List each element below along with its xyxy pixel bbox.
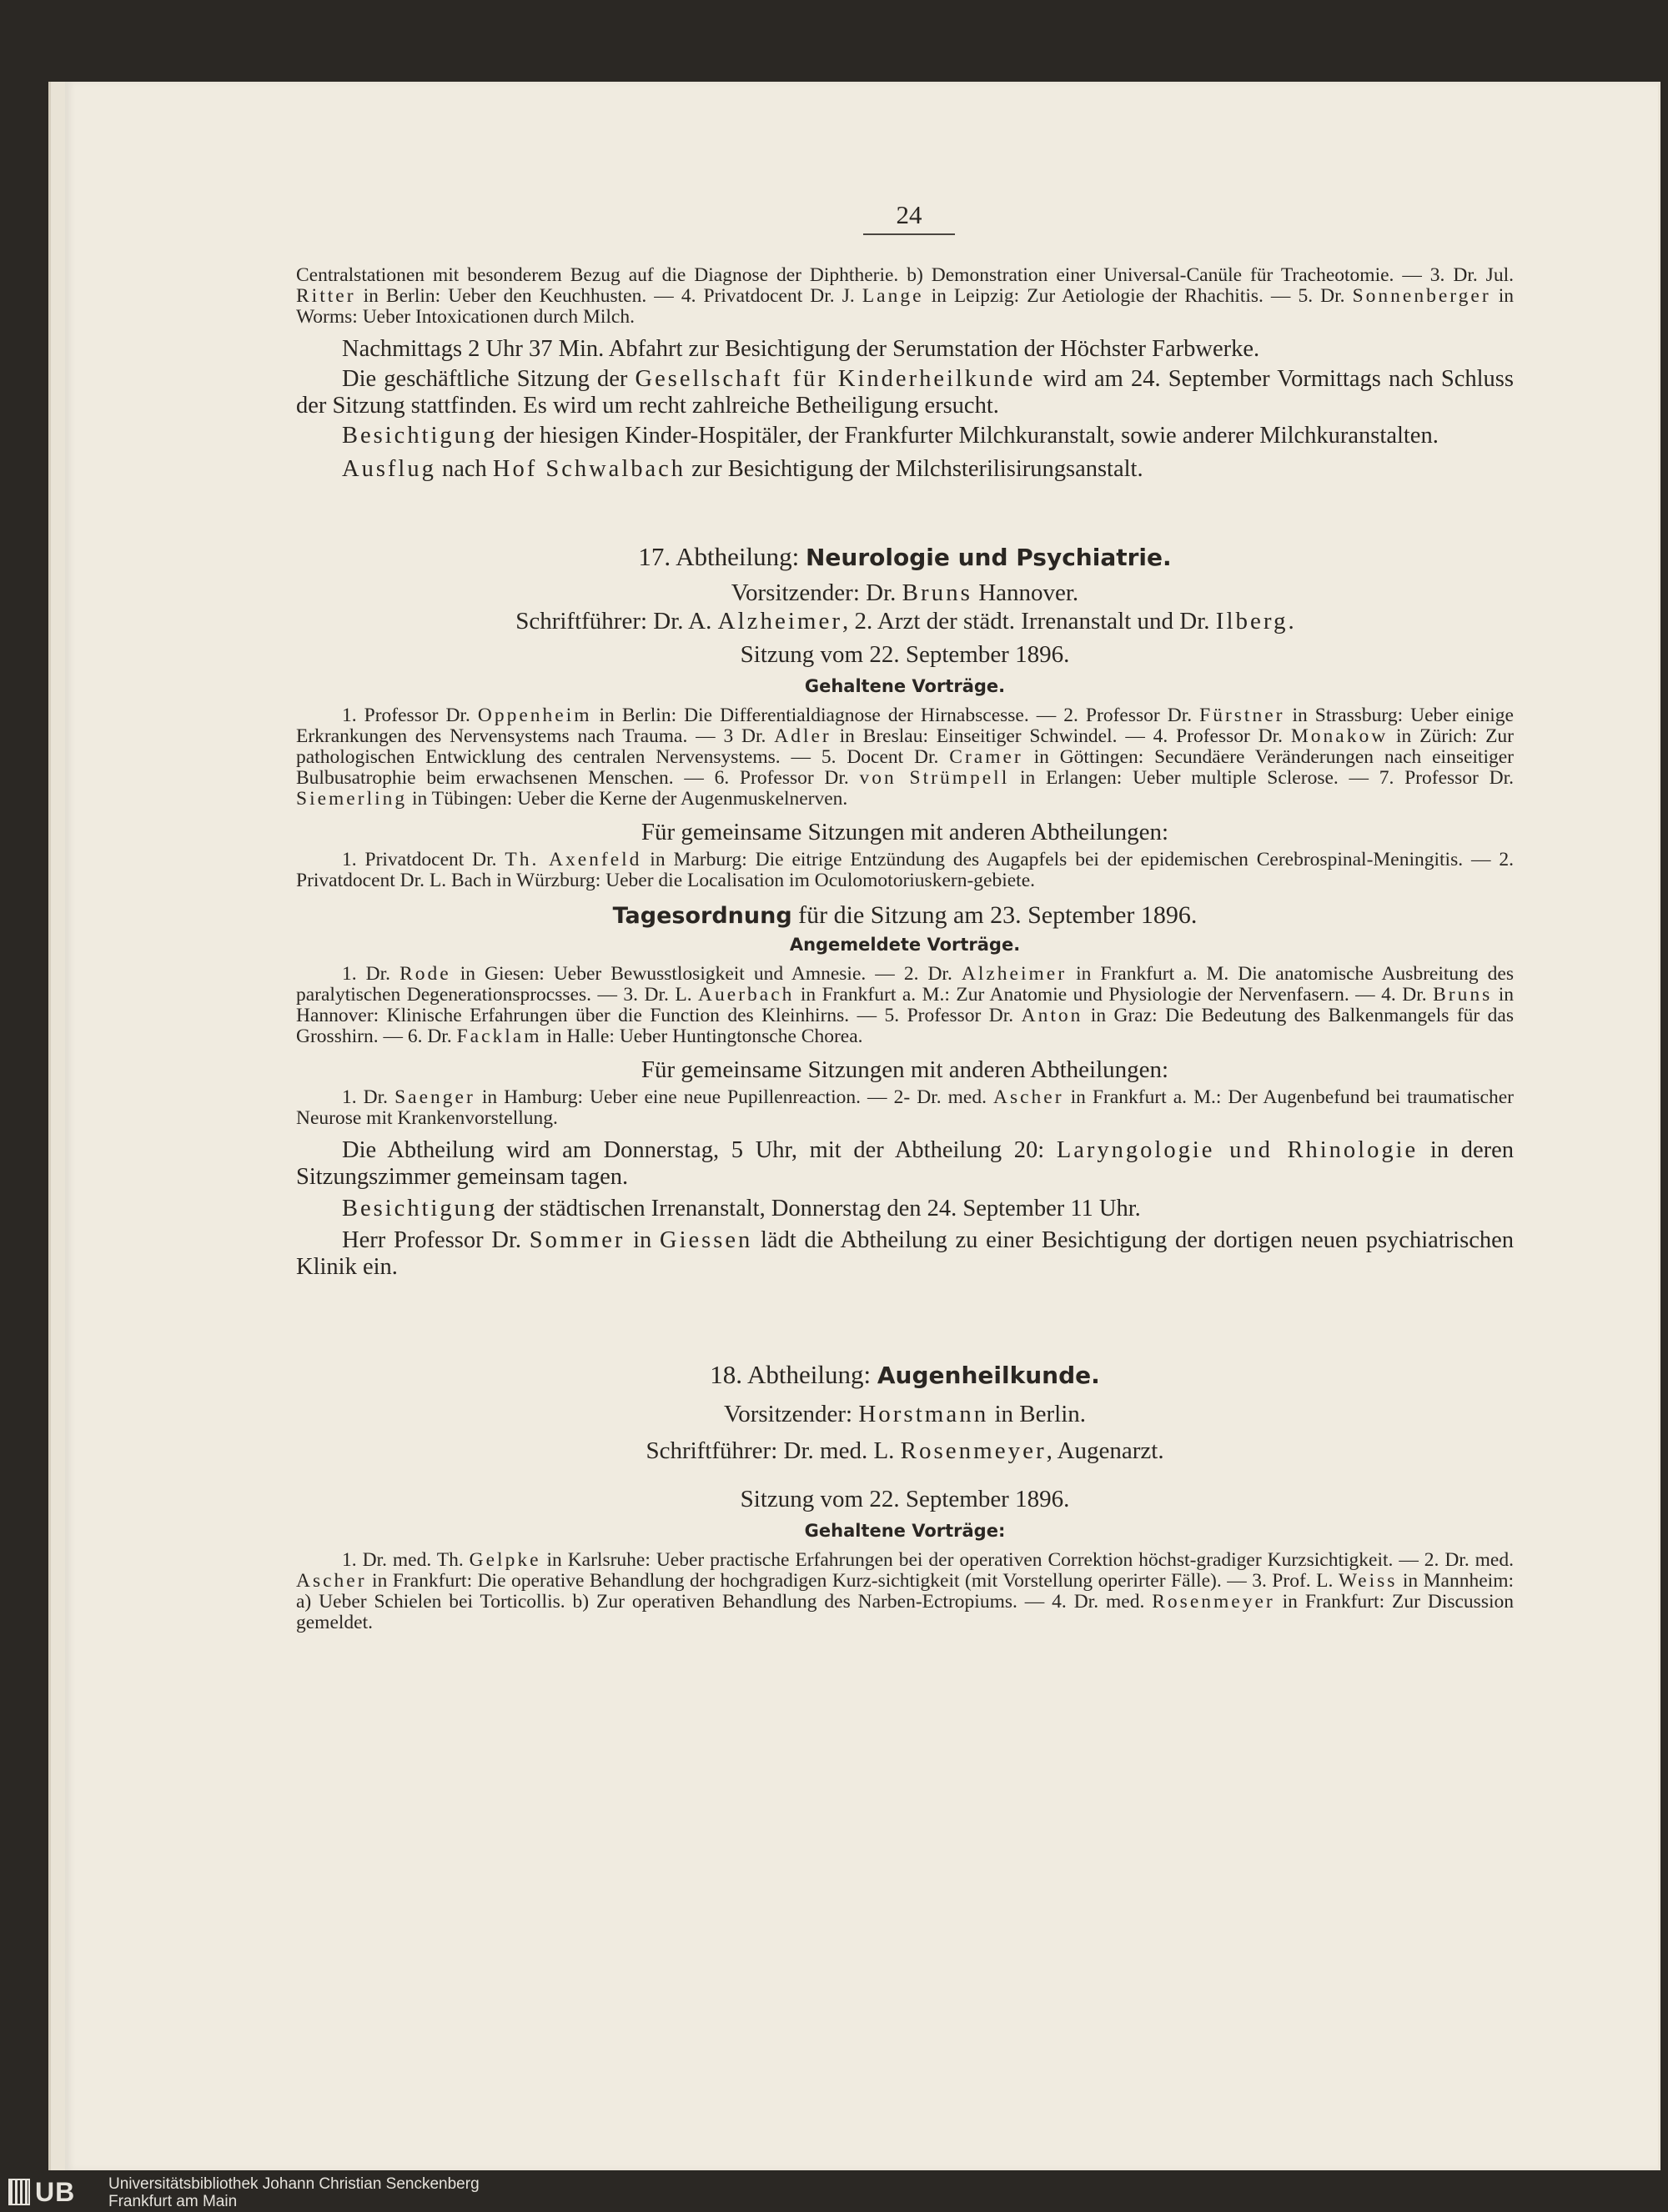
paragraph-business-meeting: Die geschäftliche Sitzung der Gesellschaft für Kinderheilkunde wird am 24. September Vormittags nach Schluss der Sitzung stattfinden. Es wird um recht zahlreiche Betheiligung ersucht. [296,366,1514,419]
paragraph-hospital-visit: Besichtigung der hiesigen Kinder-Hospitäler, der Frankfurter Milchkuranstalt, sowie anderer Milchkuranstalten. [342,423,1439,449]
section-17-talks-heading: Gehaltene Vorträge. [804,676,1006,696]
section-17-title: 17. Abtheilung: Neurologie und Psychiatrie. [638,542,1172,571]
section-17-registered-heading: Angemeldete Vorträge. [789,935,1021,955]
section-17-registered-talks: 1. Dr. Rode in Giesen: Ueber Bewusstlosigkeit und Amnesie. — 2. Dr. Alzheimer in Frankfurt a. M. Die anatomische Ausbreitung des paralytischen Degenerationsprocsses. — 3. Dr. L. Auerbach in Frankfurt a. M.: Zur Anatomie und Physiologie der Nervenfasern. — 4. Dr. Bruns in Hannover: Klinische Erfahrungen über die Function des Kleinhirns. — 5. Professor Dr. Anton in Graz: Die Bedeutung des Balkenmangels für das Grosshirn. — 6. Dr. Facklam in Halle: Ueber Huntingtonsche Chorea. [296,963,1514,1047]
library-logo-icon [8,2179,30,2205]
section-17-joint-heading: Für gemeinsame Sitzungen mit anderen Abtheilungen: [641,819,1169,845]
section-17-joint-talks-2: 1. Dr. Saenger in Hamburg: Ueber eine neue Pupillenreaction. — 2- Dr. med. Ascher in Frankfurt a. M.: Der Augenbefund bei traumatischer Neurose mit Krankenvorstellung. [296,1086,1514,1129]
section-17-session-date: Sitzung vom 22. September 1896. [740,641,1070,668]
paragraph-afternoon-excursion: Nachmittags 2 Uhr 37 Min. Abfahrt zur Besichtigung der Serumstation der Höchster Farbwerke. [342,336,1260,362]
library-footer [0,2172,1668,2212]
section-18-talks-heading: Gehaltene Vorträge: [804,1521,1006,1541]
section-17-joint-talks: 1. Privatdocent Dr. Th. Axenfeld in Marburg: Die eitrige Entzündung des Augapfels bei der epidemischen Cerebrospinal-Meningitis. — 2. Privatdocent Dr. L. Bach in Würzburg: Ueber die Localisation im Oculomotoriuskern-gebiete. [296,849,1514,891]
section-17-joint-heading-2: Für gemeinsame Sitzungen mit anderen Abtheilungen: [641,1056,1169,1083]
section-18-title: 18. Abtheilung: Augenheilkunde. [710,1360,1100,1389]
section-18-session-date: Sitzung vom 22. September 1896. [740,1486,1070,1512]
ub-logo [8,2177,100,2207]
section-17-joint-session-note: Die Abtheilung wird am Donnerstag, 5 Uhr, mit der Abtheilung 20: Laryngologie und Rhinologie in deren Sitzungszimmer gemeinsam tagen. [296,1137,1514,1190]
page-number: 24 [863,200,955,235]
ub-logo-text: UB [35,2176,76,2207]
library-name-line2: Frankfurt am Main [108,2193,238,2210]
paragraph-continued-talks: Centralstationen mit besonderem Bezug auf die Diagnose der Diphtherie. b) Demonstration einer Universal-Canüle für Tracheotomie. — 3. Dr. Jul. Ritter in Berlin: Ueber den Keuchhusten. — 4. Privatdocent Dr. J. Lange in Leipzig: Zur Aetiologie der Rhachitis. — 5. Dr. Sonnenberger in Worms: Ueber Intoxicationen durch Milch. [296,264,1514,328]
section-18-talks-list: 1. Dr. med. Th. Gelpke in Karlsruhe: Ueber practische Erfahrungen bei der operativen Correktion höchst-gradiger Kurzsichtigkeit. — 2. Dr. med. Ascher in Frankfurt: Die operative Behandlung der hochgradigen Kurz-sichtigkeit (mit Vorstellung operirter Fälle). — 3. Prof. L. Weiss in Mannheim: a) Ueber Schielen bei Torticollis. b) Zur operativen Behandlung des Narben-Ectropiums. — 4. Dr. med. Rosenmeyer in Frankfurt: Zur Discussion gemeldet. [296,1549,1514,1633]
section-18-chair: Vorsitzender: Horstmann in Berlin. [723,1401,1086,1427]
section-18-secretary: Schriftführer: Dr. med. L. Rosenmeyer, Augenarzt. [646,1437,1164,1464]
library-name-line1: Universitätsbibliothek Johann Christian Senckenberg [108,2175,480,2193]
library-name [108,2175,480,2210]
paragraph-excursion-schwalbach: Ausflug nach Hof Schwalbach zur Besichtigung der Milchsterilisirungsanstalt. [342,456,1143,482]
section-17-invitation-note: Herr Professor Dr. Sommer in Giessen lädt die Abtheilung zu einer Besichtigung der dortigen neuen psychiatrischen Klinik ein. [296,1227,1514,1280]
page-content [296,265,1514,1633]
section-17-chair: Vorsitzender: Dr. Bruns Hannover. [731,579,1079,606]
section-17-talks-list: 1. Professor Dr. Oppenheim in Berlin: Die Differentialdiagnose der Hirnabscesse. — 2. Professor Dr. Fürstner in Strassburg: Ueber einige Erkrankungen des Nervensystems nach Trauma. — 3 Dr. Adler in Breslau: Einseitiger Schwindel. — 4. Professor Dr. Monakow in Zürich: Zur pathologischen Entwicklung des centralen Nervensystems. — 5. Docent Dr. Cramer in Göttingen: Secundäere Veränderungen nach einseitiger Bulbusatrophie beim erwachsenen Menschen. — 6. Professor Dr. von Strümpell in Erlangen: Ueber multiple Sclerose. — 7. Professor Dr. Siemerling in Tübingen: Ueber die Kerne der Augenmuskelnerven. [296,705,1514,810]
section-17-visit-note: Besichtigung der städtischen Irrenanstalt, Donnerstag den 24. September 11 Uhr. [342,1196,1141,1221]
section-17-secretary: Schriftführer: Dr. A. Alzheimer, 2. Arzt der städt. Irrenanstalt und Dr. Ilberg. [515,608,1294,635]
section-17-agenda-heading: Tagesordnung für die Sitzung am 23. September 1896. [612,901,1198,929]
